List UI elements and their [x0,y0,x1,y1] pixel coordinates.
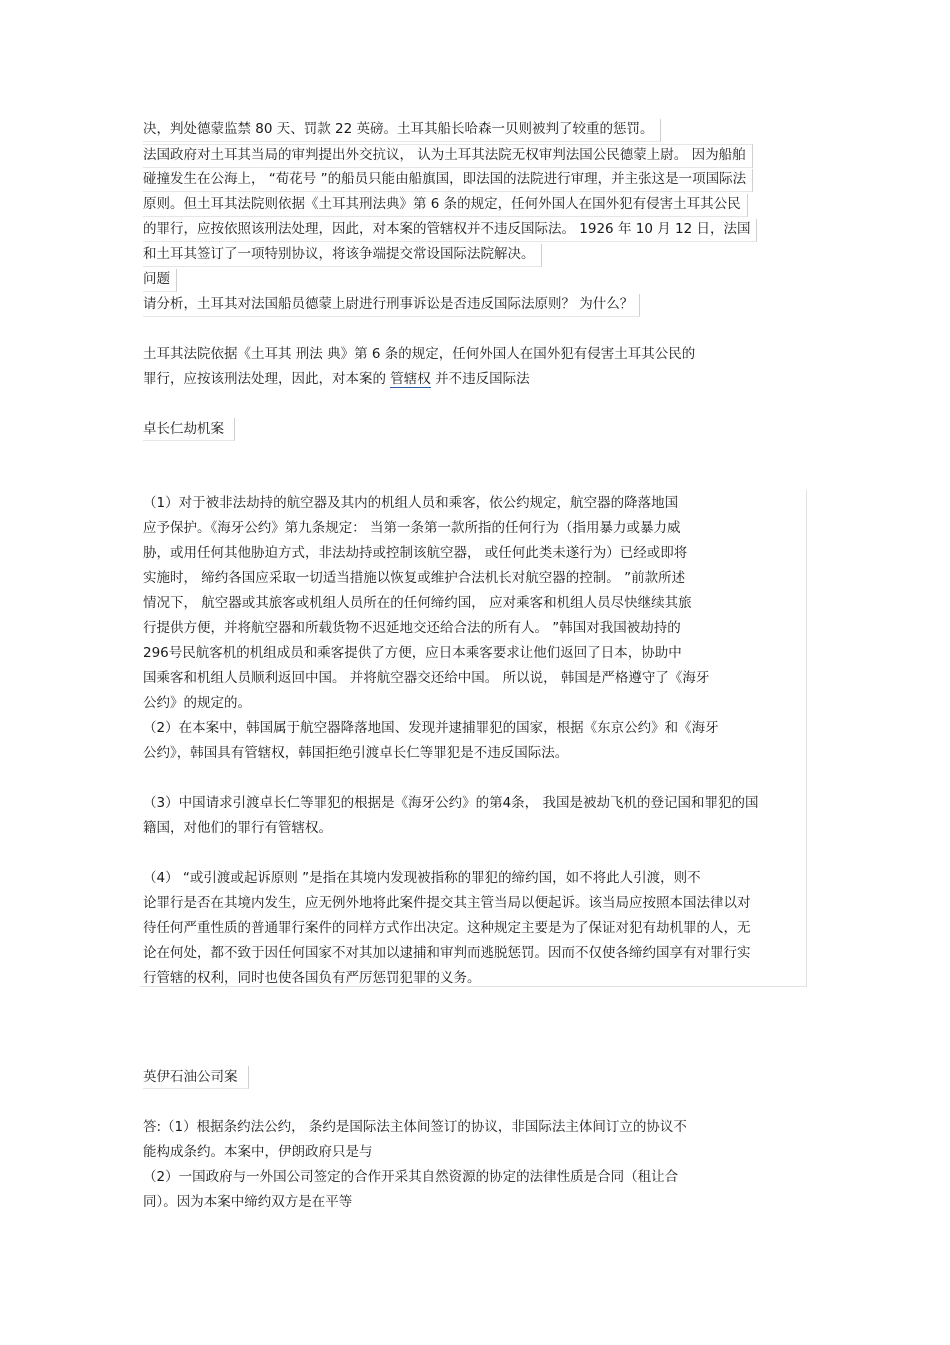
case2-line-11: 公约》，韩国具有管辖权，韩国拒绝引渡卓长仁等罪犯是不违反国际法。 [143,745,569,761]
case2-line-18: 待任何严重性质的普通罪行案件的同样方式作出决定。这种规定主要是为了保证对犯有劫机罪的人，无 [143,920,751,936]
case2-line-7: 296号民航客机的机组成员和乘客提供了方便，应日本乘客要求让他们返回了日本，协助中 [143,645,682,661]
case2-line-13: （3）中国请求引渡卓长仁等罪犯的根据是《海牙公约》的第4条， 我国是被劫飞机的登记国和罪犯的国 [143,795,759,811]
case3-line-2: 能构成条约。本案中，伊朗政府只是与 [143,1144,373,1160]
answer-line-2-post: 并不违反国际法 [430,371,530,387]
case2-line-8: 国乘客和机组人员顺利返回中国。 并将航空器交还给中国。 所以说， 韩国是严格遵守了《海牙 [143,670,710,686]
case2-line-20: 行管辖的权利，同时也使各国负有严厉惩罚犯罪的义务。 [143,970,481,986]
case2-line-4: 实施时， 缔约各国应采取一切适当措施以恢复或维护合法机长对航空器的控制。 ”前款所述 [143,570,686,586]
jurisdiction-term: 管辖权 [390,371,431,387]
case1-line-2: 法国政府对土耳其当局的审判提出外交抗议， 认为土耳其法院无权审判法国公民德蒙上尉。 因为船舶 [143,144,753,168]
case3-line-1: 答:（1）根据条约法公约， 条约是国际法主体间签订的协议，非国际法主体间订立的协议不 [143,1119,687,1135]
case2-line-3: 胁，或用任何其他胁迫方式，非法劫持或控制该航空器， 或任何此类未遂行为）已经或即将 [143,545,688,561]
case1-line-1: 决，判处德蒙监禁 80 天、罚款 22 英磅。土耳其船长哈森一贝则被判了较重的惩罚。 [143,119,661,142]
answer-line-2 [143,369,530,391]
case2-line-14: 籍国，对他们的罪行有管辖权。 [143,820,332,836]
case1-line-5: 的罪行，应按依照该刑法处理，因此，对本案的管辖权并不违反国际法。 1926 年 10 月 12 日，法国 [143,219,757,242]
case2-line-17: 论罪行是否在其境内发生，应无例外地将此案件提交其主管当局以便起诉。该当局应按照本国法律以对 [143,895,751,911]
case3-line-4: 同）。因为本案中缔约双方是在平等 [143,1194,353,1210]
case1-line-3: 碰撞发生在公海上， “荀花号 ”的船员只能由船旗国，即法国的法院进行审理，并主张这是一项国际法 [143,169,753,192]
answer-line-1: 土耳其法院依据《土耳其 刑法 典》第 6 条的规定，任何外国人在国外犯有侵害土耳其公民的 [143,346,696,362]
case2-line-5: 情况下， 航空器或其旅客或机组人员所在的任何缔约国， 应对乘客和机组人员尽快继续其旅 [143,595,692,611]
case2-line-2: 应予保护。《海牙公约》第九条规定： 当第一条第一款所指的任何行为（指用暴力或暴力威 [143,520,681,536]
case1-line-4: 原则。但土耳其法院则依据《土耳其刑法典》第 6 条的规定，任何外国人在国外犯有侵害土耳其公民 [143,194,748,217]
case2-line-16: （4） “或引渡或起诉原则 ”是指在其境内发现被指称的罪犯的缔约国，如不将此人引渡，则不 [143,870,701,886]
case3-line-3: （2）一国政府与一外国公司签定的合作开采其自然资源的协定的法律性质是合同（租让合 [143,1169,679,1185]
case2-title: 卓长仁劫机案 [143,418,235,441]
case2-line-19: 论在何处，都不致于因任何国家不对其加以逮捕和审判而逃脱惩罚。因而不仅使各缔约国享有对罪行实 [143,945,751,961]
question-label: 问题 [143,269,177,292]
case2-line-9: 公约》的规定的。 [143,695,251,711]
case1-line-6: 和土耳其签订了一项特别协议，将该争端提交常设国际法院解决。 [143,244,542,267]
answer-line-2-pre: 罪行，应按该刑法处理，因此，对本案的 [143,371,391,387]
case2-line-1: （1）对于被非法劫持的航空器及其内的机组人员和乘客，依公约规定，航空器的降落地国 [143,495,679,511]
case3-title: 英伊石油公司案 [143,1066,249,1089]
question-text: 请分析，土耳其对法国船员德蒙上尉进行刑事诉讼是否违反国际法原则？ 为什么？ [143,294,640,317]
case2-line-10: （2）在本案中，韩国属于航空器降落地国、发现并逮捕罪犯的国家，根据《东京公约》和《海牙 [143,720,719,736]
case2-line-6: 行提供方便，并将航空器和所载货物不迟延地交还给合法的所有人。 ”韩国对我国被劫持的 [143,620,681,636]
